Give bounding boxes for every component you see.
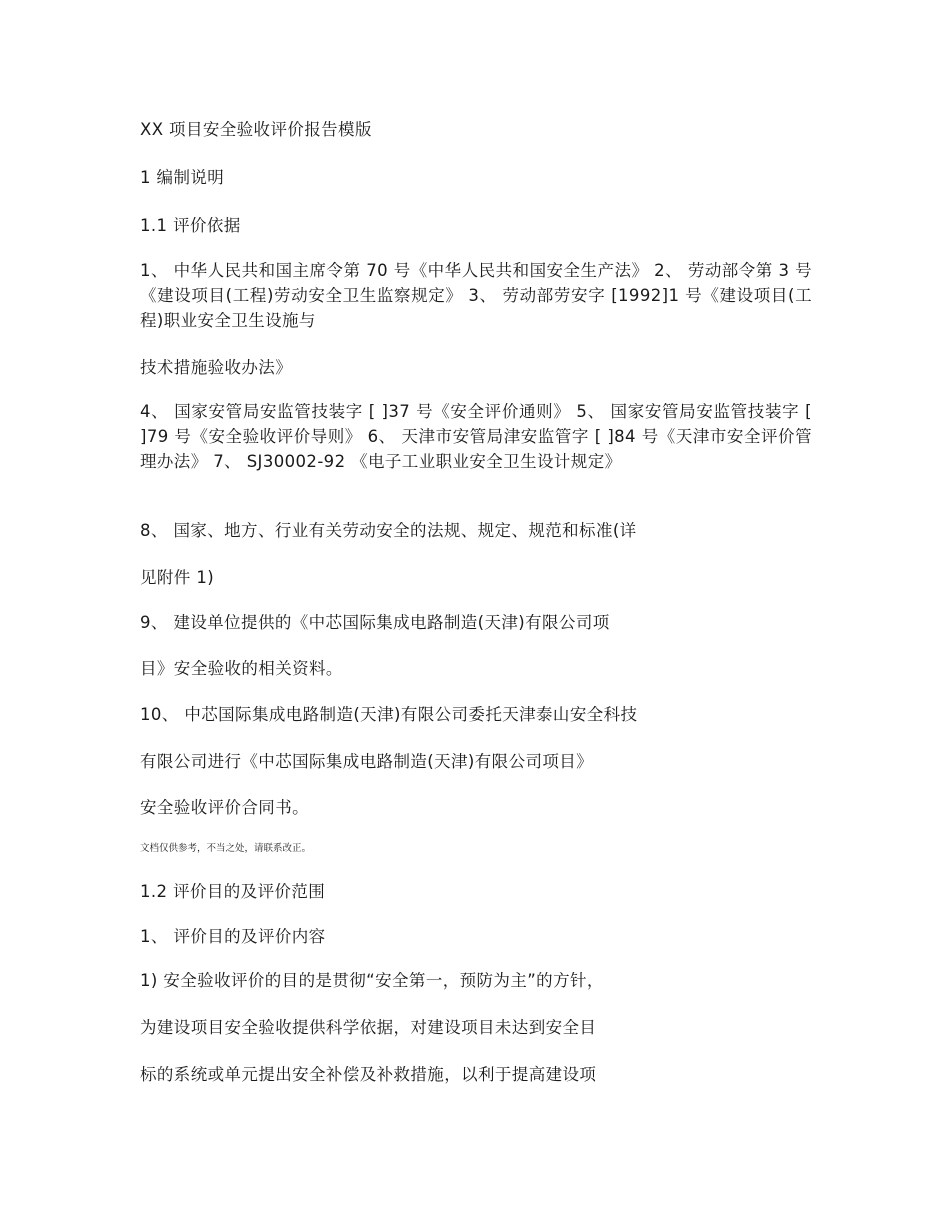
document-title: XX 项目安全验收评价报告模版 xyxy=(140,120,372,139)
reference-note: 文档仅供参考，不当之处，请联系改正。 xyxy=(140,843,312,854)
section-heading-1: 1 编制说明 xyxy=(140,168,225,187)
evaluation-basis-item-10-line-1: 10、 中芯国际集成电路制造(天津)有限公司委托天津泰山安全科技 xyxy=(140,705,638,724)
evaluation-basis-item-8-line-1: 8、 国家、地方、行业有关劳动安全的法规、规定、规范和标准(详 xyxy=(140,521,637,540)
evaluation-basis-item-10-line-2: 有限公司进行《中芯国际集成电路制造(天津)有限公司项目》 xyxy=(140,752,594,771)
subsection-purpose-content: 1、 评价目的及评价内容 xyxy=(140,927,326,946)
evaluation-basis-item-9-line-2: 目》安全验收的相关资料。 xyxy=(140,659,343,678)
section-heading-1-1: 1.1 评价依据 xyxy=(140,216,241,235)
evaluation-basis-items-1-3: 1、 中华人民共和国主席令第 70 号《中华人民共和国安全生产法》 2、 劳动部令第 3 号《建设项目(工程)劳动安全卫生监察规定》 3、 劳动部劳安字 [1992]1 号《建设项目(工程)职业安全卫生设施与 xyxy=(140,261,812,330)
purpose-line-3: 标的系统或单元提出安全补偿及补救措施，以利于提高建设项 xyxy=(140,1065,597,1084)
evaluation-basis-items-4-7: 4、 国家安管局安监管技装字 [ ]37 号《安全评价通则》 5、 国家安管局安监管技装字 [ ]79 号《安全验收评价导则》 6、 天津市安管局津安监管字 [ ]84 号《天津市安全评价管理办法》 7、 SJ30002-92 《电子工业职业安全卫生设计规定》 xyxy=(140,402,812,471)
evaluation-basis-item-10-line-3: 安全验收评价合同书。 xyxy=(140,798,309,817)
evaluation-basis-item-8-line-2: 见附件 1) xyxy=(140,568,215,587)
section-heading-1-2: 1.2 评价目的及评价范围 xyxy=(140,882,326,901)
evaluation-basis-item-9-line-1: 9、 建设单位提供的《中芯国际集成电路制造(天津)有限公司项 xyxy=(140,613,610,632)
purpose-line-2: 为建设项目安全验收提供科学依据，对建设项目未达到安全目 xyxy=(140,1018,597,1037)
evaluation-basis-item-3-tail: 技术措施验收办法》 xyxy=(140,358,293,377)
purpose-line-1: 1) 安全验收评价的目的是贯彻“安全第一，预防为主”的方针， xyxy=(140,971,604,990)
